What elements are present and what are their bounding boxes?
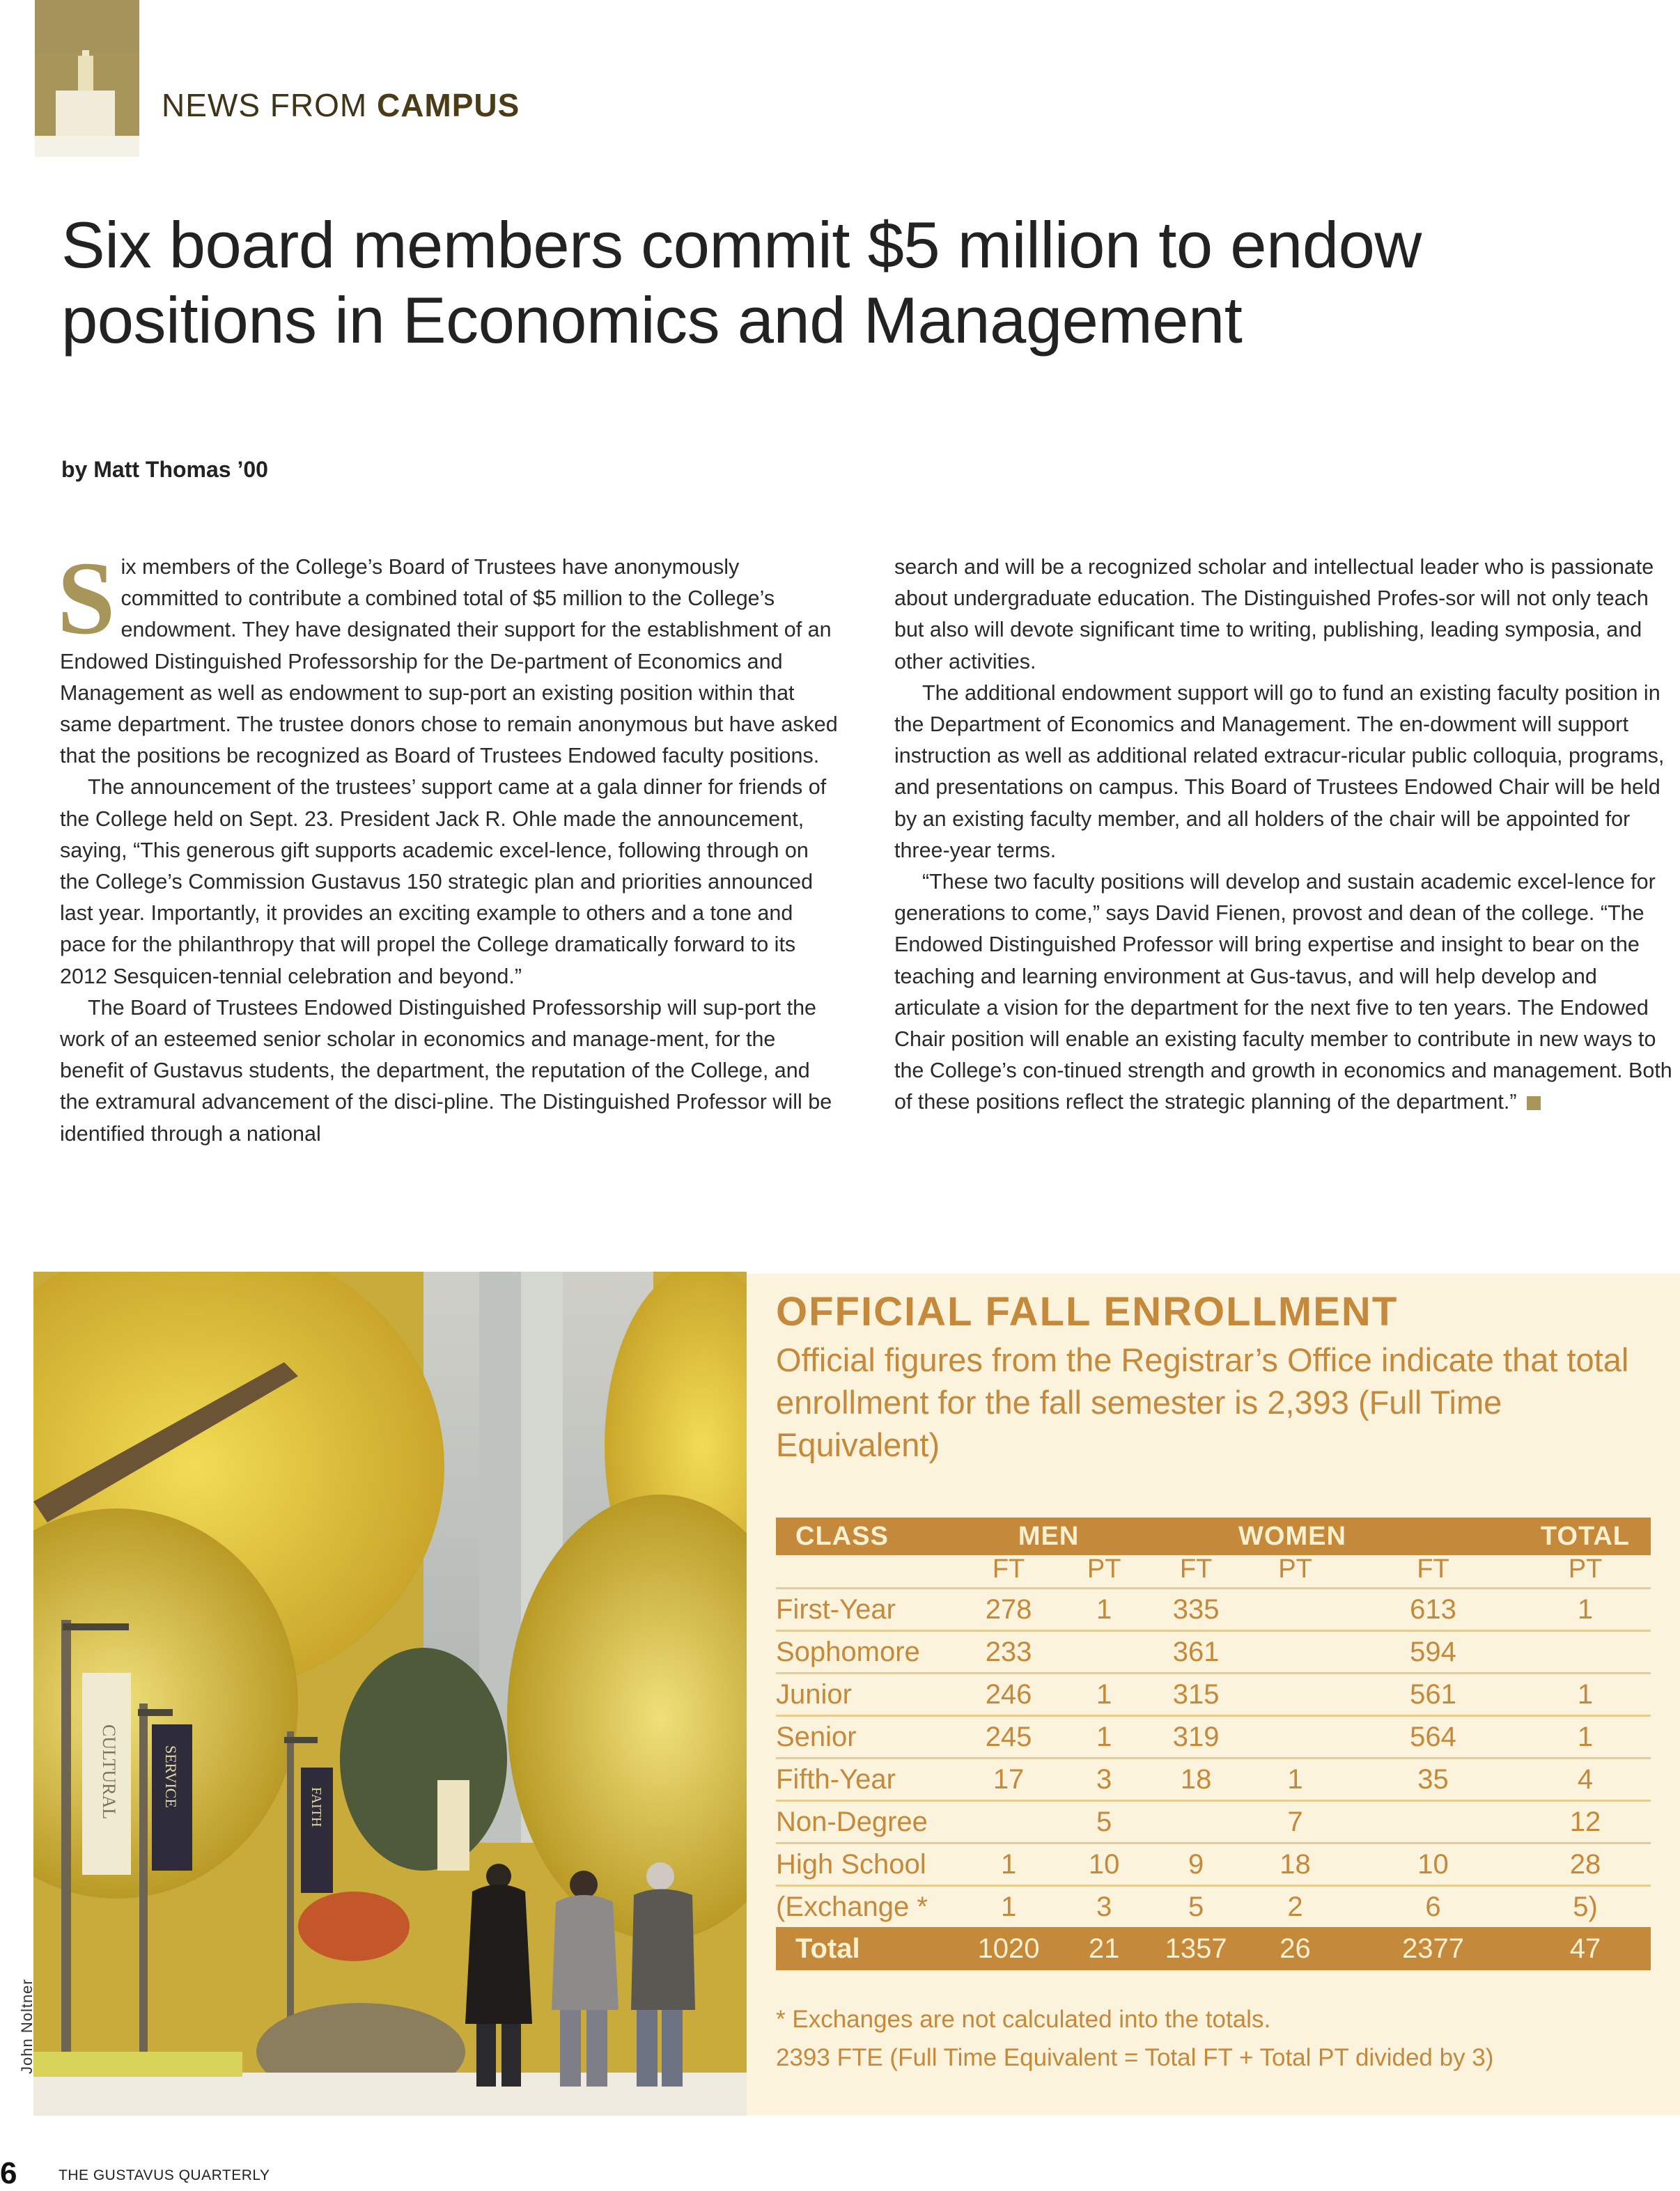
banner-text-cultural: CULTURAL — [99, 1724, 119, 1820]
footnote-fte: 2393 FTE (Full Time Equivalent = Total FT + Total PT divided by 3) — [776, 2044, 1494, 2071]
cell-women-pt: 1 — [1287, 1763, 1303, 1795]
cell-total-pt: 1 — [1577, 1678, 1594, 1710]
cell-men-ft: 17 — [993, 1763, 1025, 1795]
cell-men-pt: 5 — [1096, 1806, 1112, 1837]
cell-total-pt: 1 — [1577, 1593, 1594, 1625]
footnote-exchanges: * Exchanges are not calculated into the totals. — [776, 2006, 1271, 2033]
total-men-pt: 21 — [1088, 1933, 1120, 1964]
enrollment-subtitle: Official figures from the Registrar’s Office indicate that total enrollment for the fall semester is 2,393 (Full Time Equivalent) — [776, 1341, 1629, 1463]
enrollment-title: OFFICIAL FALL ENROLLMENT — [776, 1289, 1399, 1334]
subheader-men-pt: PT — [1060, 1555, 1148, 1589]
table-row — [776, 1589, 1651, 1631]
cell-women-pt — [1244, 1589, 1346, 1631]
cell-total-ft: 613 — [1410, 1593, 1456, 1625]
cell-women-ft: 18 — [1180, 1763, 1212, 1795]
cell-women-ft: 335 — [1172, 1593, 1220, 1625]
cell-women-pt — [1244, 1716, 1346, 1759]
paragraph-text: “These two faculty positions will develop and sustain academic excel-lence for generations to come,” says David Fienen, provost and dean of the college. “The Endowed Distinguished Professor will bring expertise and insight to bear on the teaching and learning environment at Gus-tavus, and will help develop and articulate a vision for the department for the next five to ten years. The Endowed Chair position will enable an existing faculty member to contribute in new ways to the College’s con-tinued strength and growth in economics and management. Both of these positions reflect the strategic planning of the department.” — [894, 870, 1672, 1114]
table-row — [776, 1801, 1651, 1843]
table-group-header-row — [776, 1518, 1651, 1555]
drop-cap: S — [57, 540, 116, 656]
table-row — [776, 1631, 1651, 1674]
cell-women-ft: 361 — [1172, 1636, 1220, 1667]
cell-total-ft: 564 — [1410, 1721, 1456, 1752]
row-label: Fifth-Year — [776, 1763, 896, 1795]
header-men: MEN — [1018, 1521, 1080, 1551]
banner-text-faith: FAITH — [309, 1787, 324, 1827]
cell-total-pt: 1 — [1577, 1721, 1594, 1752]
paragraph-text: ix members of the College’s Board of Trustees have anonymously committed to contribute a combined total of $5 million to the College’s endowment. They have designated their support for the establishment of an Endowed Distinguished Professorship for the De-partment of Economics and Management as well as endowment to sup-port an existing position within that same department. The trustee donors chose to remain anonymous but have asked that the positions be recognized as Board of Trustees Endowed faculty positions. — [60, 555, 838, 768]
banner-text-service: SERVICE — [162, 1745, 180, 1808]
table-row — [776, 1759, 1651, 1801]
cell-total-pt: 12 — [1569, 1806, 1601, 1837]
row-label: High School — [776, 1848, 926, 1880]
cell-total-ft — [1346, 1801, 1520, 1843]
cell-women-ft: 315 — [1172, 1678, 1220, 1710]
table-total-row — [776, 1927, 1651, 1970]
cell-total-ft: 6 — [1425, 1891, 1441, 1922]
header-class: CLASS — [795, 1521, 889, 1551]
page-number: 6 — [0, 2156, 17, 2190]
cell-men-ft: 1 — [1000, 1891, 1017, 1922]
section-label — [162, 86, 520, 124]
table-row — [776, 1843, 1651, 1886]
section-label-light: NEWS FROM — [162, 87, 368, 123]
section-header-image — [35, 0, 139, 157]
subheader-women-ft: FT — [1148, 1555, 1244, 1589]
total-women-pt: 26 — [1280, 1933, 1311, 1964]
subheader-men-ft: FT — [957, 1555, 1060, 1589]
photo-credit: John Noltner — [18, 1979, 36, 2074]
header-image-sky — [35, 0, 139, 52]
total-women-ft: 1357 — [1165, 1933, 1227, 1964]
cell-men-ft: 233 — [985, 1636, 1032, 1667]
article-column-right — [894, 552, 1673, 1118]
header-image-building — [56, 91, 115, 139]
cell-total-pt: 28 — [1569, 1848, 1601, 1880]
row-label: Senior — [776, 1721, 857, 1752]
table-row — [776, 1674, 1651, 1716]
cell-women-pt — [1244, 1631, 1346, 1674]
headline-line-1: Six board members commit $5 million to endow — [61, 208, 1422, 281]
article-headline — [61, 208, 1677, 358]
article-column-left — [57, 540, 840, 1150]
cell-women-pt: 2 — [1287, 1891, 1303, 1922]
cell-men-pt: 1 — [1096, 1593, 1112, 1625]
cell-men-ft: 245 — [985, 1721, 1032, 1752]
subheader-total-pt: PT — [1520, 1555, 1651, 1589]
row-label: Non-Degree — [776, 1806, 928, 1837]
total-total-pt: 47 — [1569, 1933, 1601, 1964]
end-of-article-mark-icon — [1527, 1096, 1541, 1110]
row-label: Sophomore — [776, 1636, 920, 1667]
cell-men-pt: 3 — [1096, 1763, 1112, 1795]
publication-name: THE GUSTAVUS QUARTERLY — [59, 2167, 270, 2183]
cell-women-pt — [1244, 1674, 1346, 1716]
cell-men-pt: 3 — [1096, 1891, 1112, 1922]
banner-faith — [301, 1768, 333, 1893]
cell-total-pt: 4 — [1577, 1763, 1594, 1795]
cell-total-ft: 561 — [1410, 1678, 1456, 1710]
cell-women-pt: 18 — [1280, 1848, 1311, 1880]
cell-women-pt: 7 — [1287, 1806, 1303, 1837]
header-total: TOTAL — [1540, 1521, 1630, 1551]
row-label: (Exchange * — [776, 1891, 928, 1922]
total-men-ft: 1020 — [977, 1933, 1040, 1964]
total-label: Total — [795, 1933, 860, 1964]
campus-photo — [33, 1272, 747, 2116]
cell-men-ft: 278 — [985, 1593, 1032, 1625]
section-label-bold: CAMPUS — [376, 87, 520, 123]
cell-men-pt: 1 — [1096, 1721, 1112, 1752]
article-paragraph — [57, 540, 840, 772]
article-paragraph: search and will be a recognized scholar and intellectual leader who is passionate about undergraduate education. The Distinguished Profes-sor will not only teach but also will devote significant time to writing, publishing, leading symposia, and other activities. — [894, 555, 1654, 673]
header-image-ground — [35, 136, 139, 157]
cell-total-ft: 10 — [1417, 1848, 1449, 1880]
headline-line-2: positions in Economics and Management — [61, 283, 1243, 357]
total-total-ft: 2377 — [1401, 1933, 1464, 1964]
article-paragraph — [894, 866, 1673, 1118]
header-image-tower — [78, 56, 93, 91]
article-paragraph: The additional endowment support will go to fund an existing faculty position in the Department of Economics and Management. The en-dowment will support instruction as well as additional related extracur-ricular public colloquia, programs, and presentations on campus. This Board of Trustees Endowed Chair will be held by an existing faculty member, and all holders of the chair will be appointed for three-year terms. — [894, 680, 1665, 862]
row-label: Junior — [776, 1678, 852, 1710]
cell-total-ft: 594 — [1410, 1636, 1456, 1667]
enrollment-table — [776, 1518, 1651, 1970]
cell-men-ft — [957, 1801, 1060, 1843]
article-paragraph: The Board of Trustees Endowed Distinguished Professorship will sup-port the work of an esteemed senior scholar in economics and manage-ment, for the benefit of Gustavus students, the department, the reputation of the College, and the extramural advancement of the disci-pline. The Distinguished Professor will be identified through a national — [60, 995, 832, 1146]
subheader-total-ft: FT — [1346, 1555, 1520, 1589]
cell-women-ft: 5 — [1188, 1891, 1204, 1922]
cell-men-ft: 1 — [1000, 1848, 1017, 1880]
byline: by Matt Thomas ’00 — [61, 457, 268, 482]
subheader-women-pt: PT — [1244, 1555, 1346, 1589]
table-row — [776, 1886, 1651, 1928]
cell-men-pt: 1 — [1096, 1678, 1112, 1710]
table-subheader-row — [776, 1555, 1651, 1589]
cell-men-pt — [1060, 1631, 1148, 1674]
subheader-blank — [776, 1555, 957, 1589]
cell-total-pt: 5) — [1573, 1891, 1598, 1922]
cell-women-ft: 319 — [1172, 1721, 1220, 1752]
cell-men-ft: 246 — [985, 1678, 1032, 1710]
cell-total-ft: 35 — [1417, 1763, 1449, 1795]
row-label: First-Year — [776, 1593, 896, 1625]
table-row — [776, 1716, 1651, 1759]
cell-women-ft — [1148, 1801, 1244, 1843]
article-paragraph: The announcement of the trustees’ support came at a gala dinner for friends of the College held on Sept. 23. President Jack R. Ohle made the announcement, saying, “This generous gift supports academic excel-lence, following through on the College’s Commission Gustavus 150 strategic plan and priorities announced last year. Importantly, it provides an exciting example to others and a tone and pace for the philanthropy that will propel the College dramatically forward to its 2012 Sesquicen-tennial celebration and beyond.” — [60, 775, 827, 988]
header-women: WOMEN — [1238, 1521, 1346, 1551]
cell-total-pt — [1520, 1631, 1651, 1674]
cell-men-pt: 10 — [1088, 1848, 1120, 1880]
cell-women-ft: 9 — [1188, 1848, 1204, 1880]
